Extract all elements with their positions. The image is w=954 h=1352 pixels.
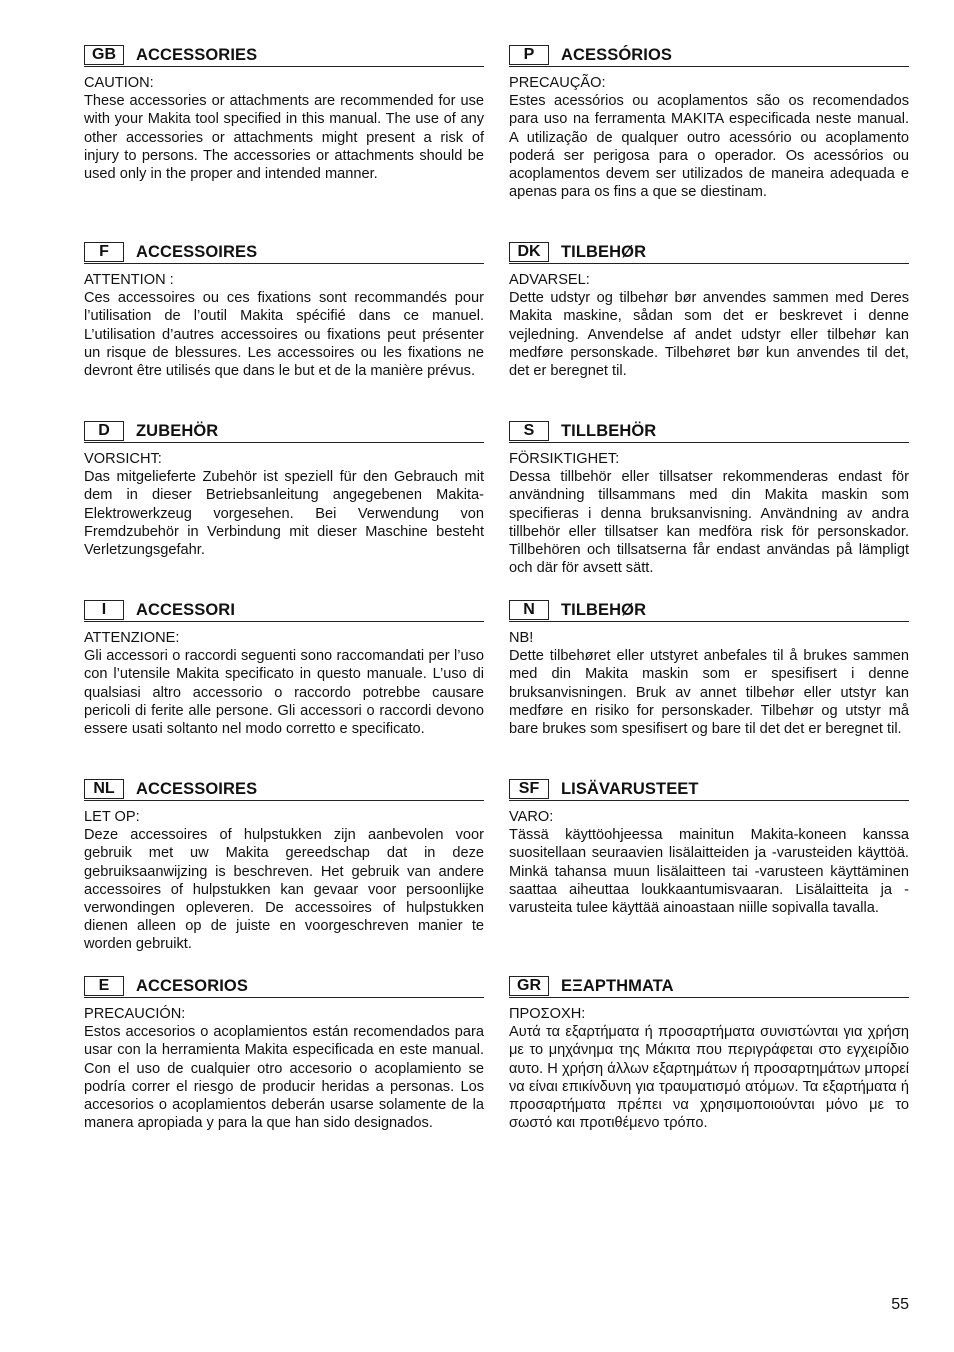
section-header [84,778,484,801]
language-code-badge: SF [509,779,549,799]
section-header [84,241,484,264]
language-code-badge: F [84,242,124,262]
section-s [509,420,909,577]
caution-label: CAUTION: [84,75,154,91]
section-text: These accessories or attachments are recommended for use with your Makita tool specified in this manual. The use of any other accessories or attachments might present a risk of injury to persons. The accessories or attachments should be used only in the proper and intended manner. [84,93,484,183]
section-n [509,599,909,738]
section-text: Dette tilbehøret eller utstyret anbefales til å brukes sammen med din Makita maskin som er spesifisert i denne bruksanvisningen. Bruk av annet tilbehør eller utstyr kan medføre en risiko for personskader. Tilbehør og utstyr må bare brukes som spesifisert og bare til det det er beregnet til. [509,648,909,738]
section-title: ΕΞΑΡΤΗΜΑΤΑ [561,977,674,995]
section-title: ACCESSORI [136,601,235,619]
language-code-badge: DK [509,242,549,262]
section-header [509,241,909,264]
section-title: TILBEHØR [561,601,647,619]
section-title: LISÄVARUSTEET [561,780,699,798]
page-number: 55 [891,1296,909,1313]
section-text: Αυτά τα εξαρτήματα ή προσαρτήματα συνιστώνται για χρήση με το μηχάνημα της Μάκιτα που περιγράφεται στο εγχειρίδιο αυτο. Η χρήση άλλων εξαρτημάτων ή προσαρτημάτων μπορεί να είναι επικίνδυνη για τραυματισμό ατόμων. Τα εξαρτήματα ή προσαρτήματα πρέπει να χρησιμοποιούνται μόνο με το σωστό και προτιθέμενο τρόπο. [509,1024,909,1132]
language-code-badge: I [84,600,124,620]
language-code-badge: E [84,976,124,996]
section-header [509,778,909,801]
caution-label: ΠΡΟΣΟΧΗ: [509,1006,586,1022]
caution-label: VORSICHT: [84,451,162,467]
section-text: Tässä käyttöohjeessa mainitun Makita-koneen kanssa suositellaan seuraavien lisälaitteiden ja -varusteiden käyttöä. Minkä tahansa muun lisälaitteen tai -varusteen käyttäminen saattaa aiheuttaa loukkaantumisvaaran. Lisälaitteita ja -varusteita tulee käyttää ainoastaan niille sopivalla tavalla. [509,827,909,917]
caution-label: NB! [509,630,534,646]
section-title: ACCESSOIRES [136,780,258,798]
section-header [84,599,484,622]
section-dk [509,241,909,380]
section-header [84,975,484,998]
section-text: Gli accessori o raccordi seguenti sono raccomandati per l’uso con l’utensile Makita specificato in questo manuale. L’uso di qualsiasi altro accessorio o raccordo potrebbe causare pericoli di ferite alle persone. Gli accessori o raccordi devono essere usati soltanto nel modo corretto e specificato. [84,648,484,738]
caution-label: LET OP: [84,809,140,825]
section-d [84,420,484,559]
section-text: Dette udstyr og tilbehør bør anvendes sammen med Deres Makita maskine, sådan som det er beskrevet i denne vejledning. Anvendelse af andet udstyr eller tilbehør kan medføre personskade. Tilbehøret bør kun anvendes til det, det er beregnet til. [509,290,909,380]
section-e [84,975,484,1132]
section-header [84,420,484,443]
caution-label: PRECAUÇÃO: [509,75,606,91]
section-nl [84,778,484,954]
language-code-badge: N [509,600,549,620]
section-gr [509,975,909,1132]
section-text: Estes acessórios ou acoplamentos são os recomendados para uso na ferramenta MAKITA especificada neste manual. A utilização de qualquer outro acessório ou acoplamento poderá ser perigosa para o operador. Os acessórios ou acoplamentos devem ser utilizados de maneira adequada e apenas para os fins a que se diestinam. [509,93,909,201]
section-header [509,975,909,998]
section-text: Estos accesorios o acoplamientos están recomendados para usar con la herramienta Makita especificada en este manual. Con el uso de cualquier otro accesorio o acoplamiento se podría correr el riesgo de producir heridas a personas. Los accesorios o acoplamientos deberán usarse solamente de la manera apropiada y para la que han sido designados. [84,1024,484,1132]
language-code-badge: D [84,421,124,441]
section-text: Das mitgelieferte Zubehör ist speziell für den Gebrauch mit dem in dieser Betriebsanleitung angegebenen Makita-Elektrowerkzeug vorgesehen. Bei Verwendung von Fremdzubehör in Verbindung mit dieser Maschine besteht Verletzungsgefahr. [84,469,484,559]
section-header [84,44,484,67]
caution-label: FÖRSIKTIGHET: [509,451,620,467]
section-header [509,420,909,443]
section-title: ZUBEHÖR [136,422,219,440]
caution-label: PRECAUCIÓN: [84,1006,186,1022]
section-title: TILLBEHÖR [561,422,657,440]
section-sf [509,778,909,917]
caution-label: ADVARSEL: [509,272,590,288]
language-code-badge: NL [84,779,124,799]
caution-label: ATTENZIONE: [84,630,180,646]
section-title: ACCESSOIRES [136,243,258,261]
section-title: ACCESORIOS [136,977,248,995]
section-text: Dessa tillbehör eller tillsatser rekommenderas endast för användning tillsammans med din Makita maskin som specifieras i denna bruksanvisning. Användning av andra tillbehör eller tillsatser kan medföra risk för personskador. Tillbehören och tillsatserna får endast användas på lämpligt och där för avsett sätt. [509,469,909,577]
language-code-badge: GB [84,45,124,65]
language-code-badge: P [509,45,549,65]
section-f [84,241,484,380]
language-code-badge: S [509,421,549,441]
section-p [509,44,909,201]
language-code-badge: GR [509,976,549,996]
section-title: ACCESSORIES [136,46,258,64]
section-text: Ces accessoires ou ces fixations sont recommandés pour l’utilisation de l’outil Makita spécifié dans ce manuel. L’utilisation d’autres accessoires ou fixations peut présenter un risque de blessures. Les accessoires ou les fixations ne devront être utilisés que dans le but et de la manière prévus. [84,290,484,380]
caution-label: VARO: [509,809,554,825]
section-i [84,599,484,738]
section-header [509,44,909,67]
section-text: Deze accessoires of hulpstukken zijn aanbevolen voor gebruik met uw Makita gereedschap dat in deze gebruiksaanwijzing is beschreven. Het gebruik van andere accessoires of hulpstukken kan gevaar voor persoonlijke verwondingen opleveren. De accessoires of hulpstukken dienen alleen op de juiste en voorgeschreven manier te worden gebruikt. [84,827,484,953]
section-header [509,599,909,622]
section-title: ACESSÓRIOS [561,46,673,64]
caution-label: ATTENTION : [84,272,174,288]
section-gb [84,44,484,183]
section-title: TILBEHØR [561,243,647,261]
